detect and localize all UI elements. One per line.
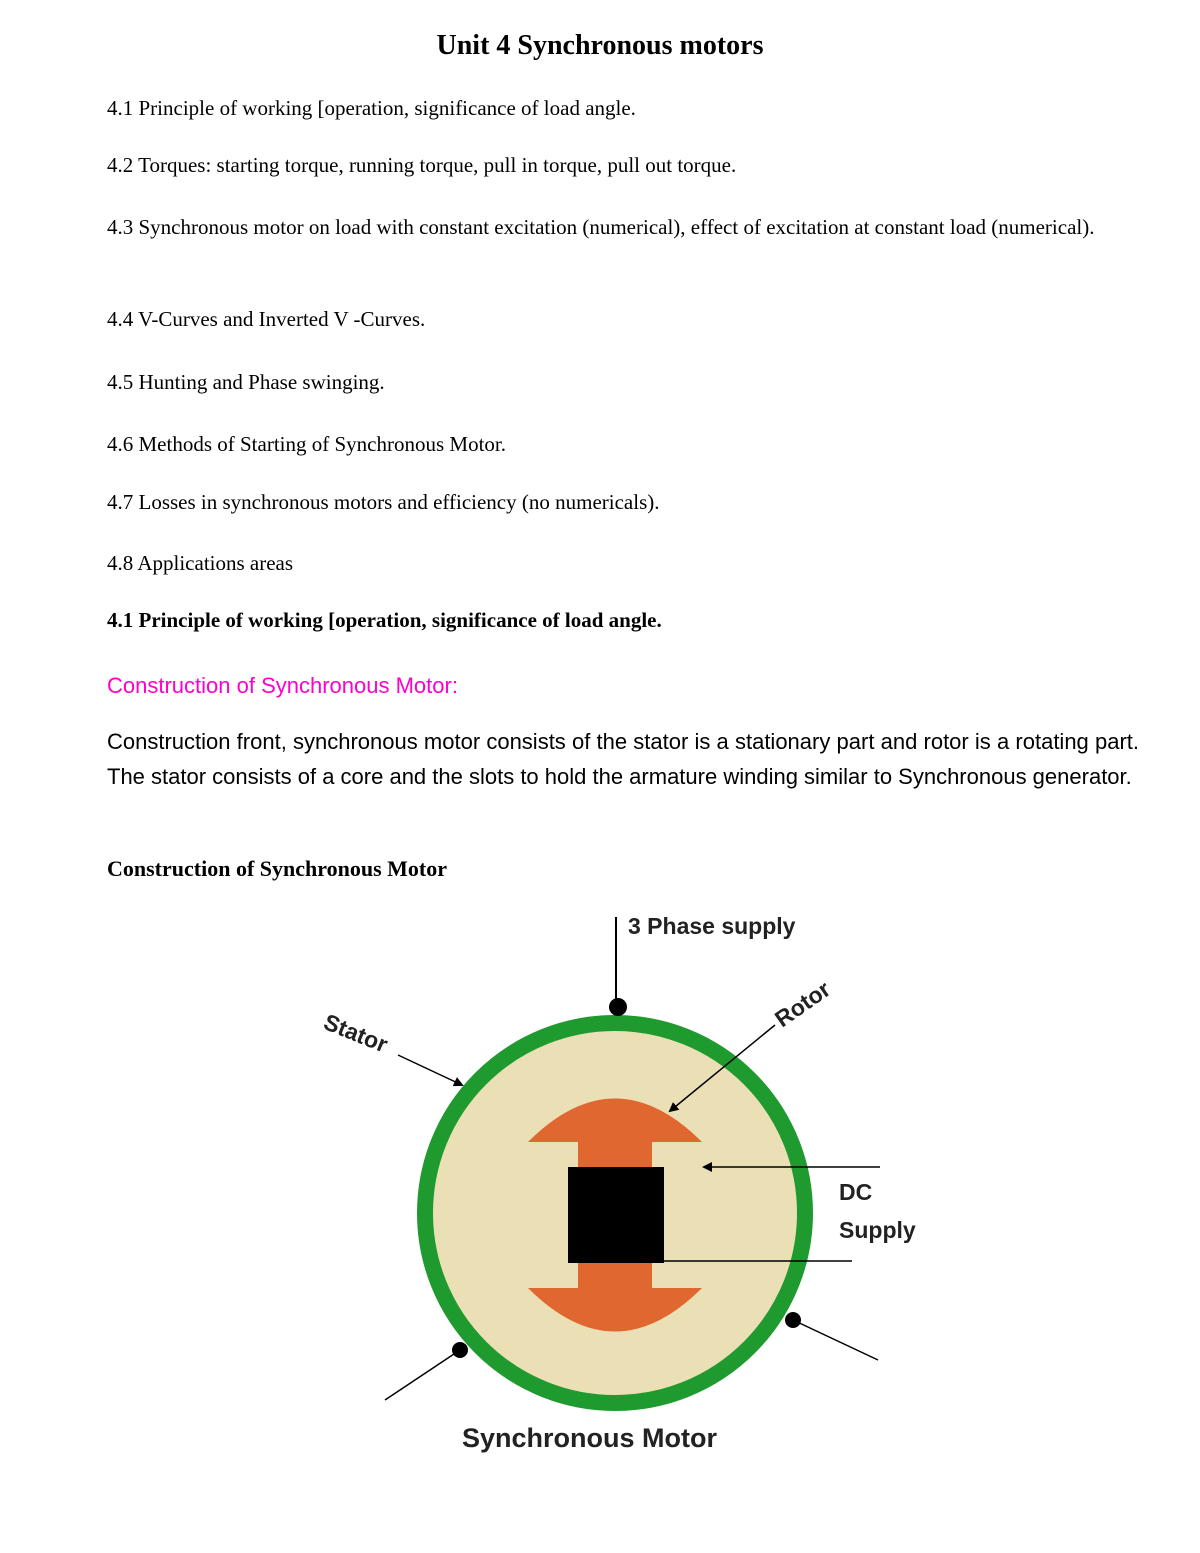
label-rotor: Rotor — [769, 975, 836, 1033]
topic-4-6: 4.6 Methods of Starting of Synchronous Motor. — [107, 432, 506, 456]
topic-4-3: 4.3 Synchronous motor on load with constant excitation (numerical), effect of excitation at constant load (numerical). — [107, 215, 1095, 239]
label-3-phase-supply: 3 Phase supply — [628, 913, 796, 939]
topic-4-5: 4.5 Hunting and Phase swinging. — [107, 370, 385, 394]
synchronous-motor-diagram — [0, 895, 1200, 1475]
construction-heading: Construction of Synchronous Motor: — [107, 673, 458, 698]
figure-heading: Construction of Synchronous Motor — [107, 856, 448, 881]
topic-4-1: 4.1 Principle of working [operation, significance of load angle. — [107, 96, 636, 120]
phase-line-right — [793, 1320, 878, 1360]
phase-line-left — [385, 1350, 460, 1400]
label-supply: Supply — [839, 1217, 916, 1243]
section-heading: 4.1 Principle of working [operation, significance of load angle. — [107, 608, 662, 632]
phase-terminal-top — [609, 998, 627, 1016]
label-dc: DC — [839, 1179, 873, 1205]
topic-4-7: 4.7 Losses in synchronous motors and efficiency (no numericals). — [107, 490, 660, 514]
construction-paragraph: Construction front, synchronous motor consists of the stator is a stationary part and rotor is a rotating part. The stator consists of a core and the slots to hold the armature winding similar to Synchronous generator. — [107, 729, 1139, 789]
stator-pointer — [398, 1055, 462, 1085]
page-title: Unit 4 Synchronous motors — [436, 30, 764, 61]
topic-4-4: 4.4 V-Curves and Inverted V -Curves. — [107, 307, 426, 331]
diagram-caption: Synchronous Motor — [462, 1423, 717, 1453]
topic-4-8: 4.8 Applications areas — [107, 551, 294, 575]
topic-4-2: 4.2 Torques: starting torque, running torque, pull in torque, pull out torque. — [107, 153, 737, 177]
rotor-core — [568, 1167, 664, 1263]
label-stator: Stator — [320, 1008, 392, 1058]
